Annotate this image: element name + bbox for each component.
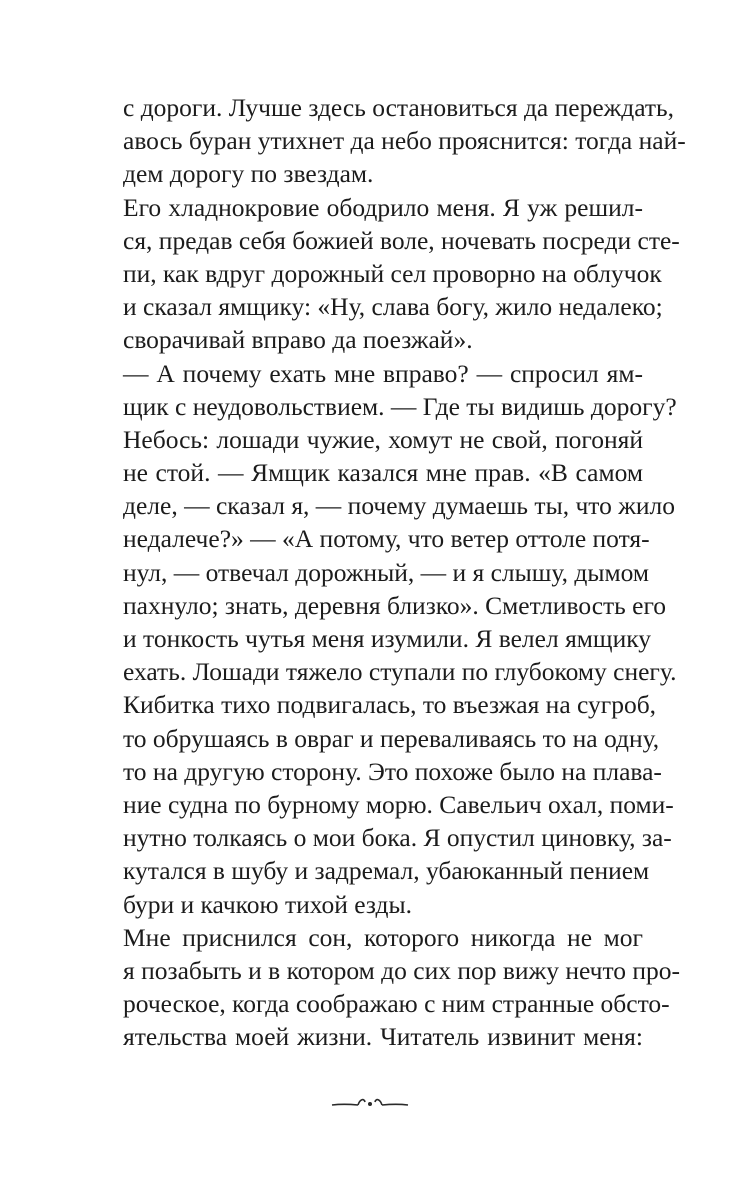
text-line: и тонкость чутья меня изумили. Я велел ямщику bbox=[123, 624, 651, 653]
text-line: роческое, когда соображаю с ним странные обсто- bbox=[123, 989, 670, 1019]
text-line: ся, предав себя божией воле, ночевать посреди сте- bbox=[123, 225, 680, 255]
text-line: то обрушаясь в овраг и переваливаясь то на одну, bbox=[123, 723, 660, 753]
text-line: сворачивай вправо да поезжай». bbox=[123, 325, 473, 355]
text-line: ние судна по бурному морю. Савельич охал, поми- bbox=[123, 789, 674, 819]
text-line: Мне приснился сон, которого никогда не мог bbox=[123, 922, 643, 952]
text-line: щик с неудовольствием. — Где ты видишь дорогу? bbox=[123, 391, 677, 421]
text-line: Кибитка тихо подвигалась, то въезжая на сугроб, bbox=[123, 690, 657, 720]
decorative-flourish-icon bbox=[330, 1093, 410, 1115]
page-text bbox=[123, 91, 686, 1053]
text-line: ехать. Лошади тяжело ступали по глубокому снегу. bbox=[123, 657, 677, 687]
text-line: кутался в шубу и задремал, убаюканный пением bbox=[123, 856, 650, 886]
text-line: авось буран утихнет да небо прояснится: тогда най- bbox=[123, 126, 686, 156]
text-line: деле, — сказал я, — почему думаешь ты, что жило bbox=[123, 491, 675, 521]
text-line: то на другую сторону. Это похоже было на плава- bbox=[123, 756, 662, 786]
text-line: нул, — отвечал дорожный, — и я слышу, дымом bbox=[123, 557, 650, 587]
text-line: с дороги. Лучше здесь остановиться да переждать, bbox=[123, 93, 675, 122]
text-line: я позабыть и в котором до сих пор вижу нечто про- bbox=[123, 955, 681, 985]
text-line: пахнуло; знать, деревня близко». Сметливость его bbox=[123, 590, 667, 620]
text-line: и сказал ямщику: «Ну, слава богу, жило недалеко; bbox=[123, 292, 663, 322]
text-line: — А почему ехать мне вправо? — спросил ям- bbox=[123, 358, 643, 388]
text-line: Его хладнокровие ободрило меня. Я уж решил- bbox=[123, 192, 643, 222]
text-line: дем дорогу по звездам. bbox=[123, 159, 374, 189]
text-line: Небось: лошади чужие, хомут не свой, погоняй bbox=[123, 424, 643, 454]
text-line: пи, как вдруг дорожный сел проворно на облучок bbox=[123, 258, 662, 288]
text-line: ятельства моей жизни. Читатель извинит меня: bbox=[123, 1022, 643, 1052]
text-line: недалече?» — «А потому, что ветер оттоле потя- bbox=[123, 524, 650, 554]
text-line: не стой. — Ямщик казался мне прав. «В самом bbox=[123, 458, 643, 488]
text-line: бури и качкою тихой езды. bbox=[123, 889, 413, 919]
text-line: нутно толкаясь о мои бока. Я опустил циновку, за- bbox=[123, 823, 672, 853]
